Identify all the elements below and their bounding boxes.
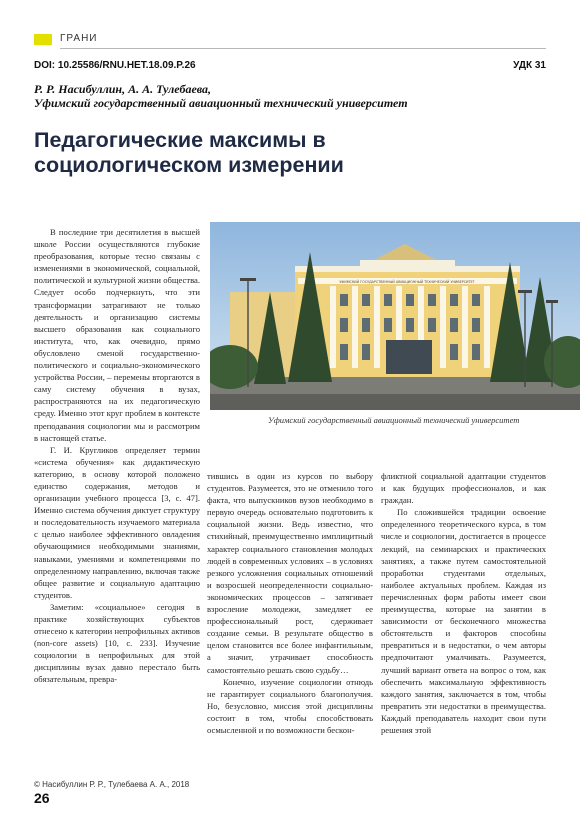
paragraph: По сложившейся традиции освоение определенного теоретического курса, в том числе и социологии, достигается в процессе лекций, на семинарских и практических занятиях, а также путем самостоятельной проработки студентами отдельных, наиболее актуальных проблем. Каждая из перечисленных форм работы имеет свои преимущества, которые на занятии в зависимости от бесконечного множества обстоятельств и факторов способны превратиться и в недостатки, о чем авторы предпочитают умалчивать. Разумеется, лучший вариант ответа на вопрос о том, как обеспечить максимальную эффективность каждого занятия, заключается в том, чтобы превратить эти недостатки в преимущества. Каждый преподаватель находит свои пути решения этой — [381, 507, 546, 735]
paragraph: тившись в один из курсов по выбору студентов. Разумеется, это не отменило того факта, что выпускников вузов необходимо в первую очередь основательно подготовить к социальной жизни. Ведь известно, что стихийный, преимущественно имплицитный характер социального становления молодых людей в современных условиях – в условиях резкого усложнения социальных отношений и возросшей неопределенности социально-экономических процессов – затягивает взросление молодежи, замедляет ее профессиональный рост, сдерживает создание семьи. В результате общество в целом становится все более инфантильным, а значит, утрачивает способность самостоятельно решать свою судьбу… — [207, 471, 373, 675]
doi[interactable]: DOI: 10.25586/RNU.HET.18.09.P.26 — [34, 60, 196, 71]
udk-code: УДК 31 — [513, 60, 546, 71]
article-title: Педагогические максимы в социологическом измерении — [34, 128, 344, 177]
section-name: ГРАНИ — [60, 33, 98, 44]
paragraph: Г. И. Кругликов определяет термин «система обучения» как дидактическую категорию, в основу которой положено единство содержания, методов и организации учебного процесса [3, с. 47]. Именно система обучения диктует структуру и последовательность изучаемого материала с целью наиболее эффективного овладения обучающимися необходимыми знаниями, навыками, умениями и компетенциями по определенному направлению, включая также общее развитие и социальную адаптацию студентов. — [34, 444, 200, 600]
paragraph: Заметим: «социальное» сегодня в практике хозяйствующих субъектов отнесено к категории непрофильных активов (non-core assets) [10, с. 233]. Изучение социологии в непрофильных для этой дисциплины вузах давно перестало быть обязательным, превра- — [34, 601, 200, 685]
affiliation: Уфимский государственный авиационный технический университет — [34, 96, 408, 110]
body-column-1 — [34, 226, 200, 686]
paragraph: В последние три десятилетия в высшей школе России осуществляются глубокие преобразования, которые тесно связаны с изменениями в экономической, социальной, политической и культурной жизни общества. Следует особо подчеркнуть, что эти трансформации затрагивают не только деятельность и организацию системы высшего образования как социального института, что, как очевидно, прямо обусловлено сменой государственно-политического и социально-экономического устройства России, – перемены вторгаются в саму систему обучения в вузах, распространяются на их педагогическую среду. Именно этот круг проблем в контексте преподавания социологии мы и рассмотрим в настоящей статье. — [34, 227, 200, 443]
section-marker — [34, 34, 52, 45]
header-rule — [60, 48, 546, 49]
photo-caption: Уфимский государственный авиационный технический университет — [268, 415, 520, 425]
authors: Р. Р. Насибуллин, А. А. Тулебаева, — [34, 82, 212, 96]
paragraph: Конечно, изучение социологии отнюдь не гарантирует социального благополучия. Но, безусловно, миссия этой дисциплины состоит в том, чтобы способствовать осмысленной и по возможности бескон- — [207, 676, 373, 735]
building-illustration — [210, 222, 580, 410]
facade-lettering: УФИМСКИЙ ГОСУДАРСТВЕННЫЙ АВИАЦИОННЫЙ ТЕХНИЧЕСКИЙ УНИВЕРСИТЕТ — [339, 280, 475, 284]
university-photo — [210, 222, 580, 410]
body-column-2 — [207, 470, 373, 736]
body-column-3 — [381, 470, 546, 736]
paragraph: фликтной социальной адаптации студентов и как будущих профессионалов, и как граждан. — [381, 471, 546, 506]
page-number: 26 — [34, 790, 50, 806]
copyright: © Насибуллин Р. Р., Тулебаева А. А., 2018 — [34, 780, 190, 789]
